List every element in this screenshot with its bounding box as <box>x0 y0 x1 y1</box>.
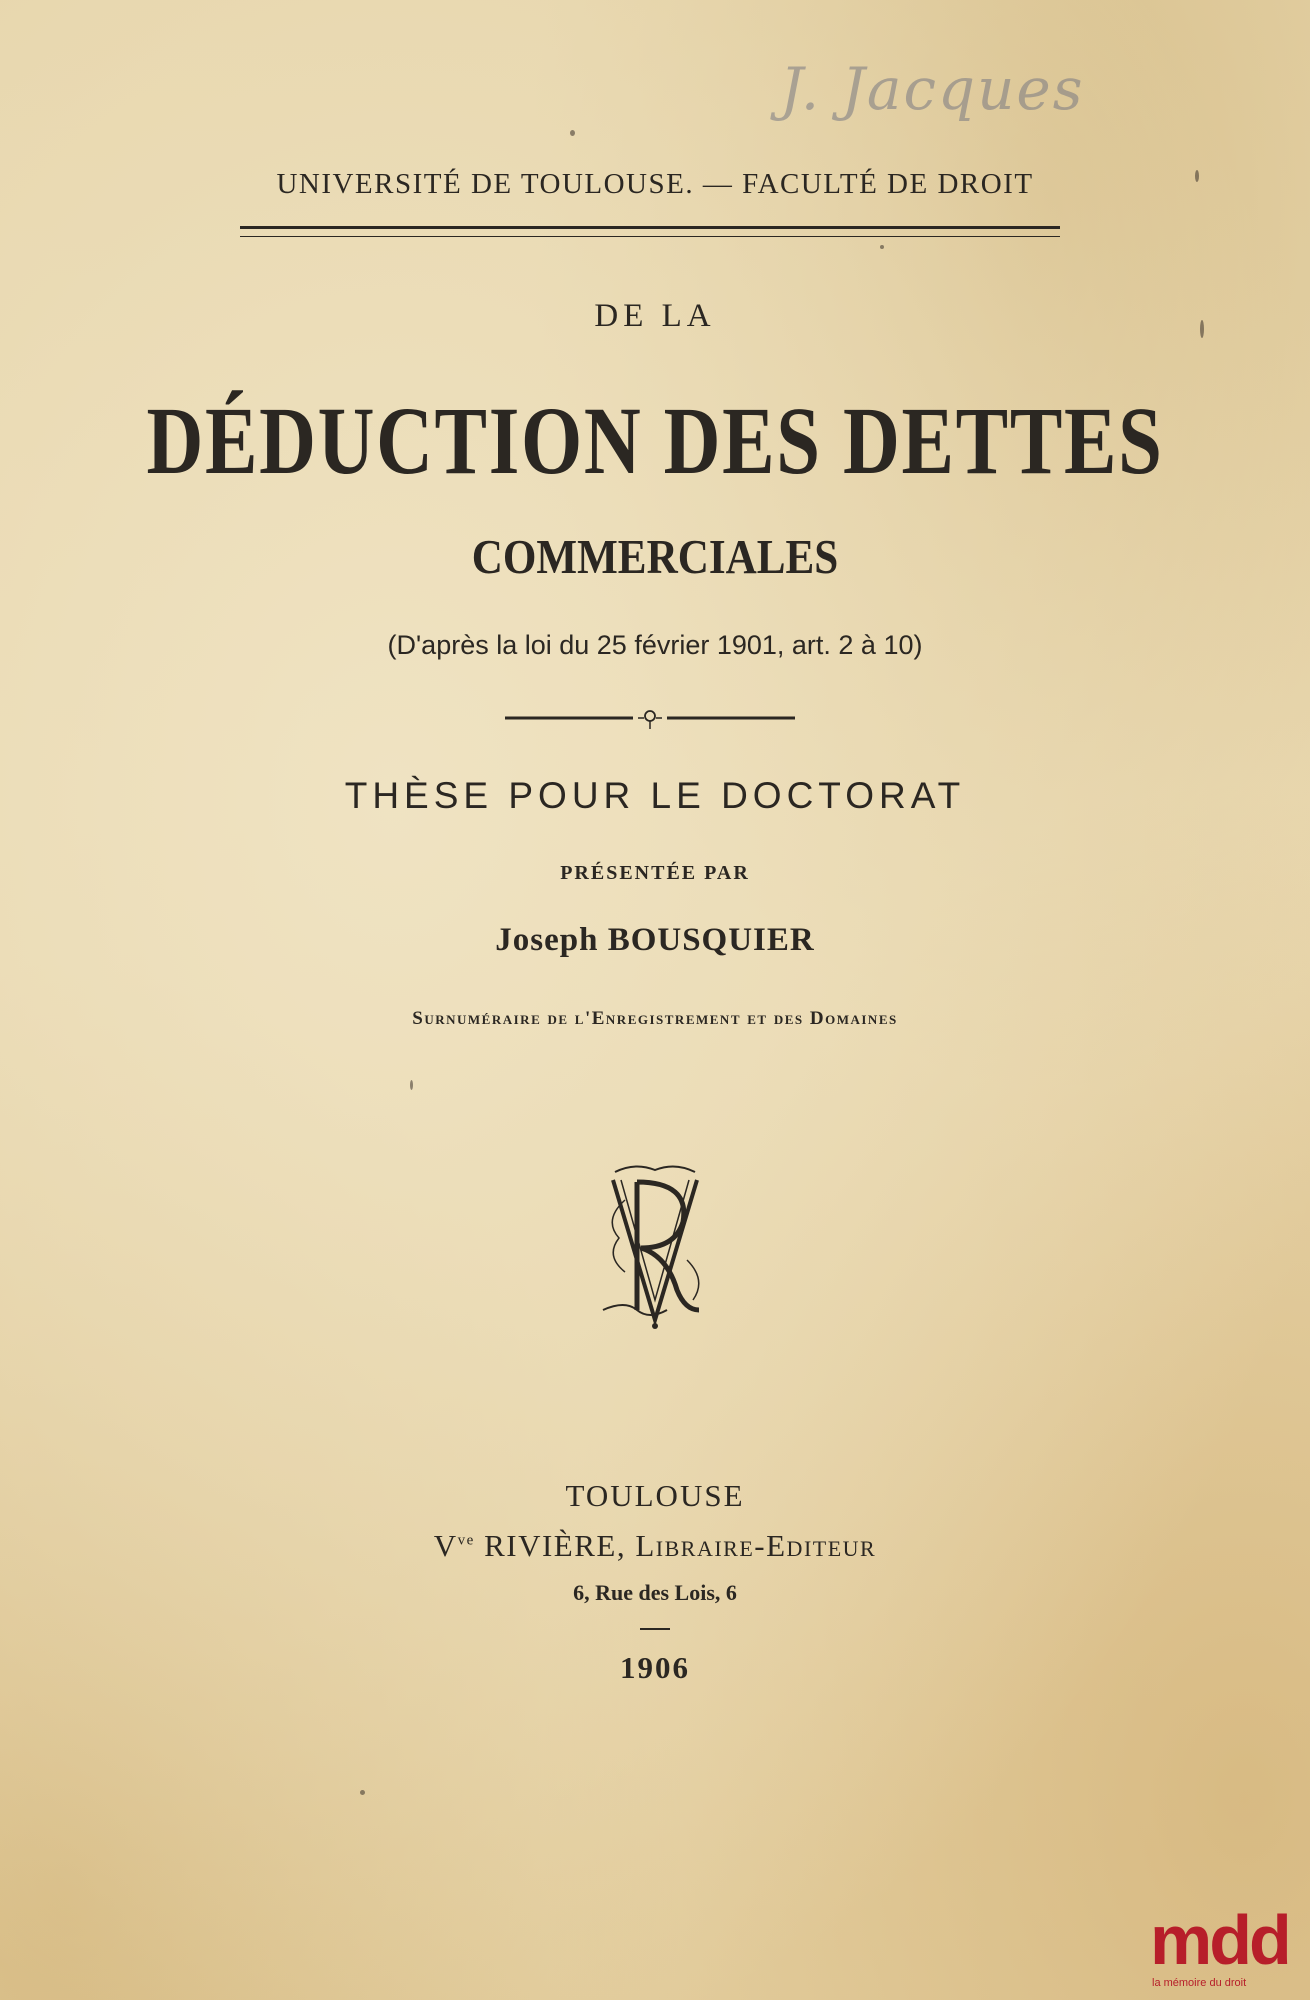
author-last-name: BOUSQUIER <box>607 922 815 958</box>
mdd-logo <box>1150 1901 1310 2000</box>
paper-speck <box>880 245 884 249</box>
paper-speck <box>570 130 575 136</box>
presented-by-label: PRÉSENTÉE PAR <box>560 862 750 884</box>
title-prefix: DE LA <box>594 298 716 334</box>
publisher-role: Libraire-Editeur <box>635 1528 877 1563</box>
paper-speck <box>1200 320 1204 338</box>
subtitle: COMMERCIALES <box>471 529 839 584</box>
author-title: Surnuméraire de l'Enregistrement et des Domaines <box>412 1008 898 1029</box>
publication-city: TOULOUSE <box>565 1478 745 1513</box>
paper-speck <box>1195 170 1199 182</box>
ornament-divider <box>505 705 795 731</box>
mdd-logo-mark: mdd <box>1150 1901 1289 1979</box>
short-rule-divider <box>640 1628 670 1630</box>
author-name <box>0 922 1310 959</box>
publisher-address: 6, Rue des Lois, 6 <box>573 1580 737 1605</box>
vr-monogram-emblem <box>595 1160 715 1335</box>
university-heading: UNIVERSITÉ DE TOULOUSE. — FACULTÉ DE DROIT <box>276 168 1034 200</box>
thesis-label: THÈSE POUR LE DOCTORAT <box>344 775 966 816</box>
double-rule-divider <box>240 226 1060 237</box>
main-title: DÉDUCTION DES DETTES <box>146 387 1164 494</box>
publication-year: 1906 <box>620 1650 690 1685</box>
law-reference-note: (D'après la loi du 25 février 1901, art. 2 à 10) <box>387 630 923 660</box>
paper-speck <box>360 1790 365 1795</box>
publisher-line <box>0 1528 1310 1564</box>
handwritten-signature: J. Jacques <box>780 55 1085 123</box>
publisher-name: RIVIÈRE, <box>484 1528 627 1563</box>
paper-speck <box>410 1080 413 1090</box>
author-first-name: Joseph <box>495 922 599 958</box>
mdd-logo-tagline: la mémoire du droit <box>1152 1977 1247 1989</box>
publisher-prefix-sup: ve <box>457 1532 475 1549</box>
publisher-prefix: V <box>433 1528 458 1563</box>
